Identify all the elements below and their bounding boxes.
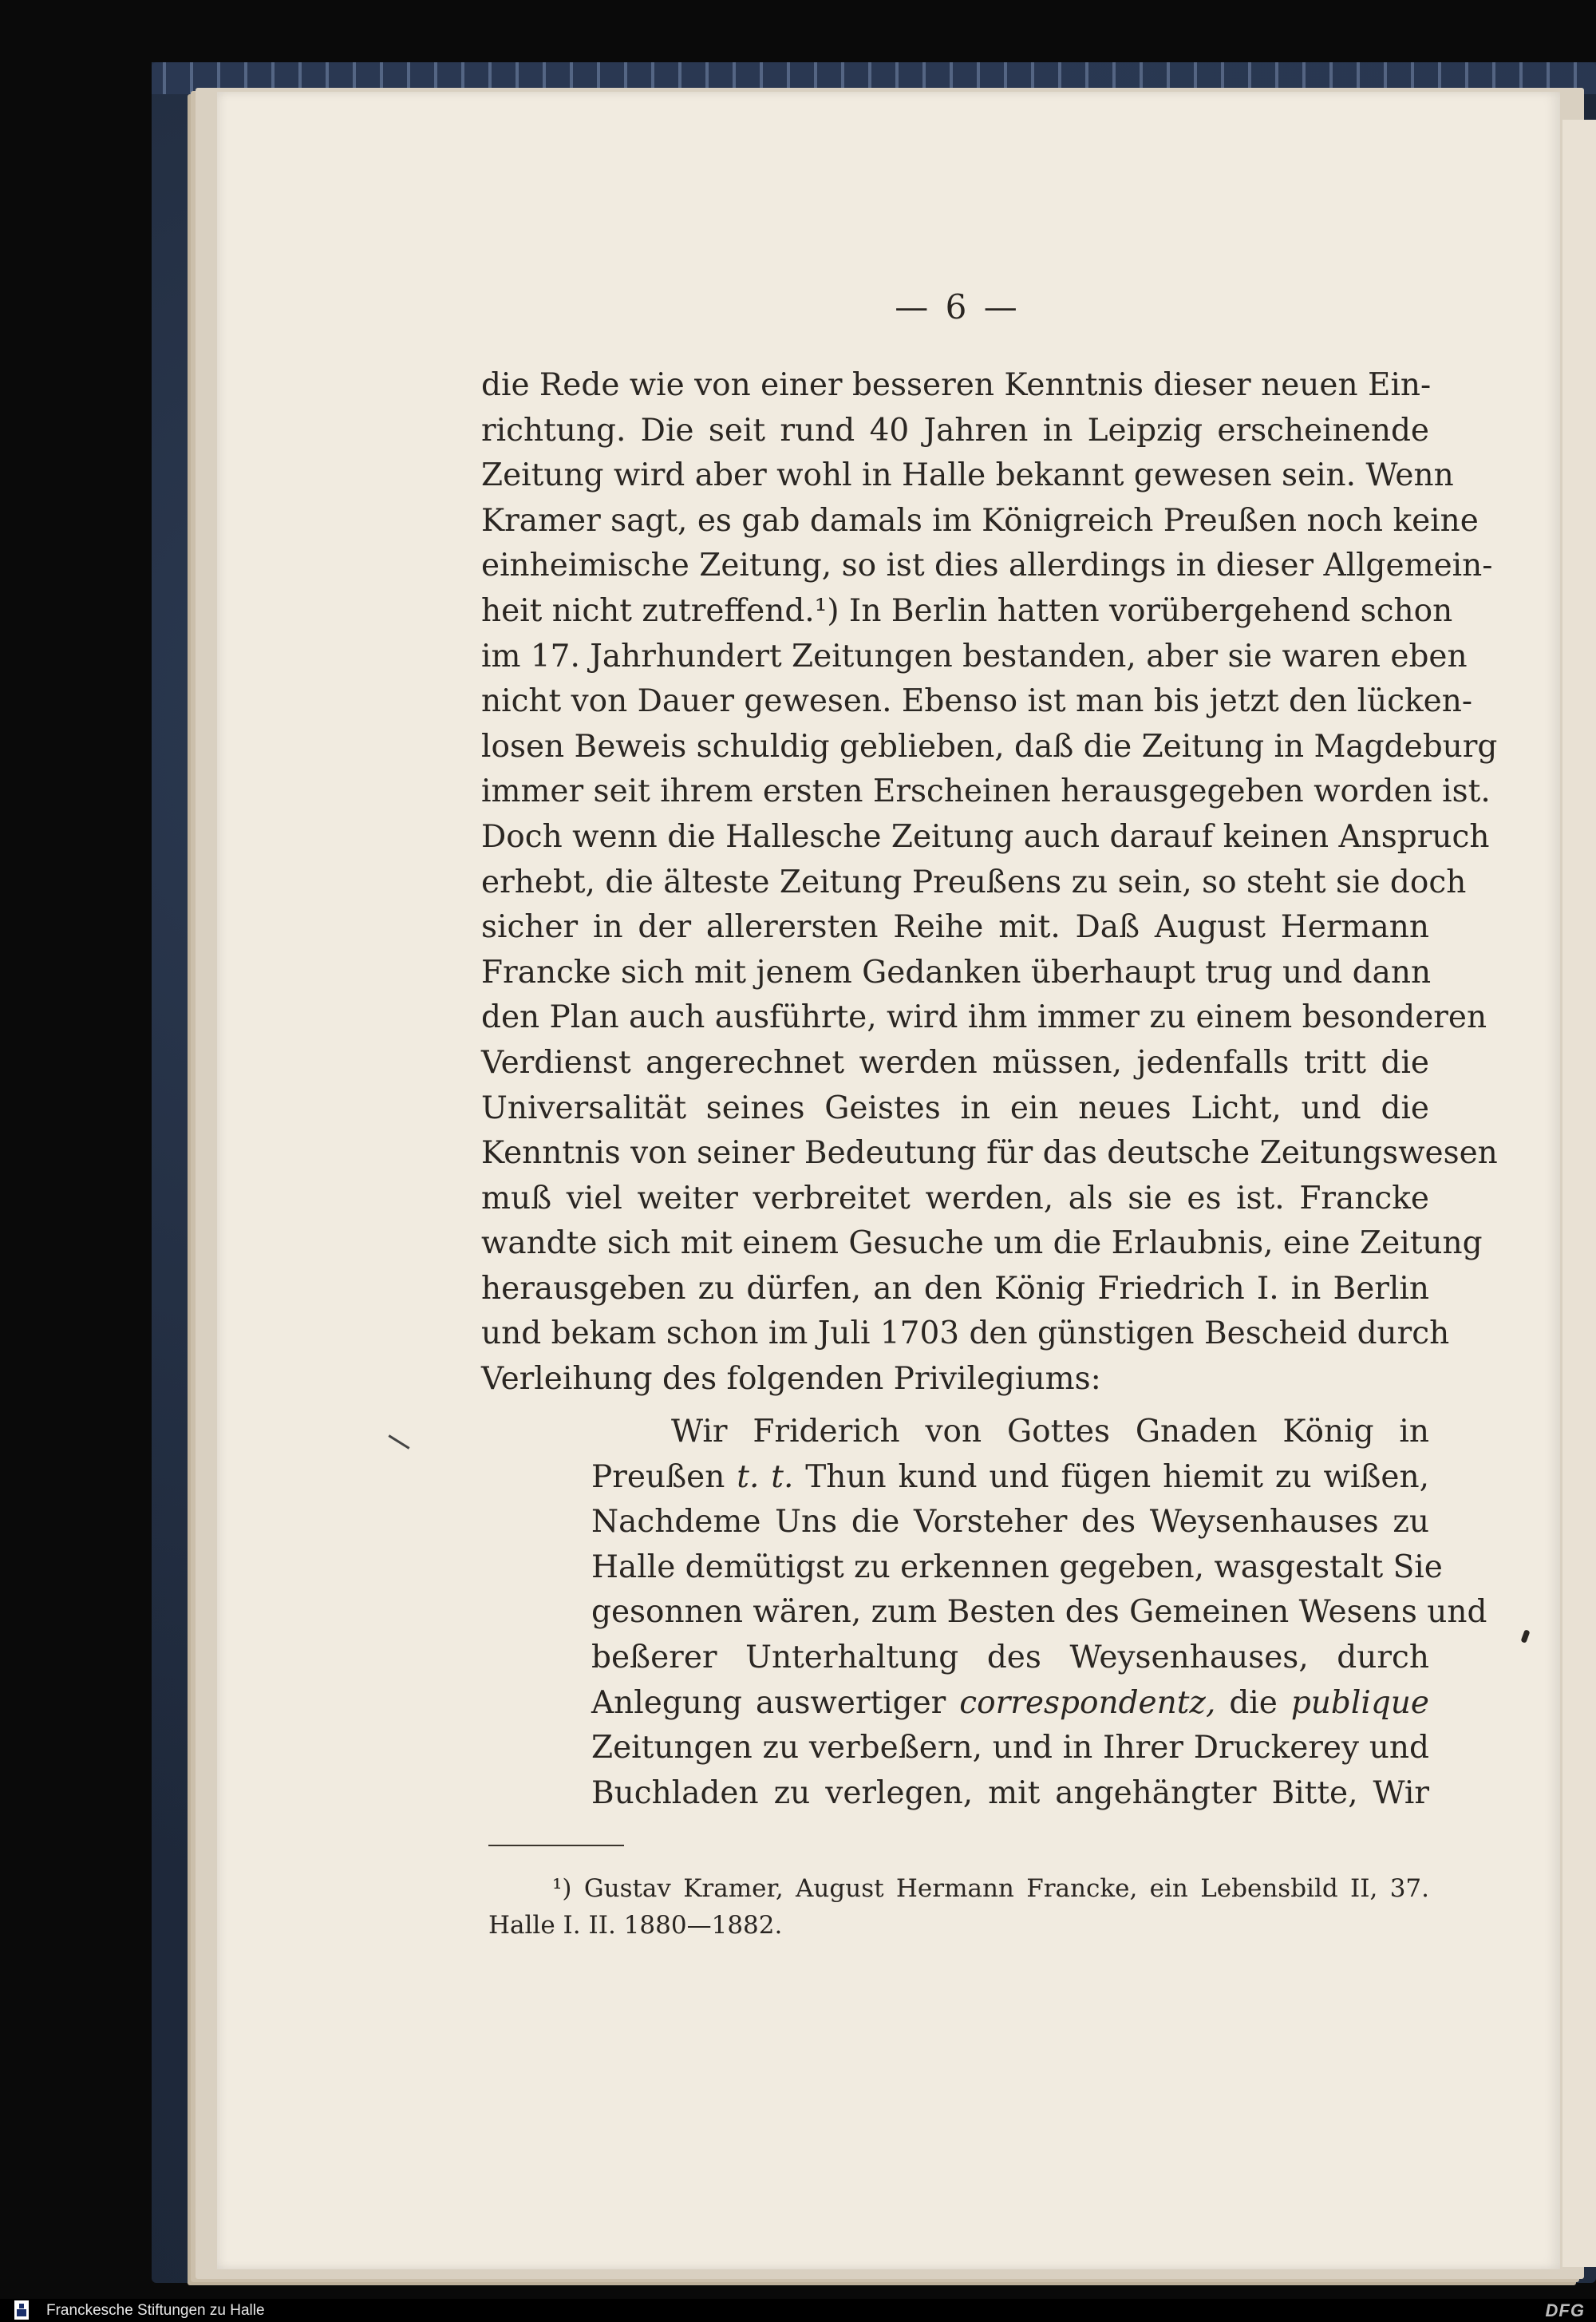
footnote-line: ¹) Gustav Kramer, August Hermann Francke, ein Lebensbild II, 37. <box>552 1874 1429 1903</box>
institution-logo-icon <box>14 2300 29 2320</box>
body-line: und bekam schon im Juli 1703 den günstigen Bescheid durch <box>481 1315 1450 1352</box>
body-line: Doch wenn die Hallesche Zeitung auch darauf keinen Anspruch <box>481 818 1490 855</box>
body-line: Verdienst angerechnet werden müssen, jedenfalls tritt die <box>481 1044 1429 1081</box>
footnote <box>488 1870 1429 1944</box>
quote-line: Buchladen zu verlegen, mit angehängter Bitte, Wir <box>591 1774 1429 1811</box>
quote-italic: correspondentz, <box>959 1684 1216 1721</box>
quote-text: Thun kund und fügen hiemit zu wißen, <box>793 1458 1429 1495</box>
body-line: Zeitung wird aber wohl in Halle bekannt gewesen sein. Wenn <box>481 457 1454 494</box>
body-line: Francke sich mit jenem Gedanken überhaupt trug und dann <box>481 954 1432 991</box>
body-line: Kenntnis von seiner Bedeutung für das deutsche Zeitungswesen <box>481 1135 1498 1172</box>
quote-text: Anlegung auswertiger <box>591 1684 960 1721</box>
body-line: einheimische Zeitung, so ist dies allerdings in dieser Allgemein- <box>481 548 1493 584</box>
body-line: im 17. Jahrhundert Zeitungen bestanden, aber sie waren eben <box>481 638 1468 674</box>
body-line: Verleihung des folgenden Privilegiums: <box>481 1361 1101 1398</box>
body-line: die Rede wie von einer besseren Kenntnis dieser neuen Ein- <box>481 367 1432 403</box>
body-line: wandte sich mit einem Gesuche um die Erlaubnis, eine Zeitung <box>481 1225 1483 1262</box>
page-number: — 6 — <box>895 287 1021 326</box>
quote-line: gesonnen wären, zum Besten des Gemeinen Wesens und <box>591 1594 1487 1631</box>
footnote-line: Halle I. II. 1880—1882. <box>488 1911 783 1940</box>
body-line: erhebt, die älteste Zeitung Preußens zu sein, so steht sie doch <box>481 864 1467 900</box>
body-line: Universalität seines Geistes in ein neues Licht, und die <box>481 1090 1429 1126</box>
body-line: sicher in der allerersten Reihe mit. Daß August Hermann <box>481 909 1429 946</box>
quote-line: Halle demütigst zu erkennen gegeben, wasgestalt Sie <box>591 1549 1443 1585</box>
body-line: Kramer sagt, es gab damals im Königreich Preußen noch keine <box>481 502 1479 539</box>
body-line: herausgeben zu dürfen, an den König Friedrich I. in Berlin <box>481 1270 1429 1307</box>
body-line: den Plan auch ausführte, wird ihm immer zu einem besonderen <box>481 999 1487 1036</box>
body-line: muß viel weiter verbreitet werden, als sie es ist. Francke <box>481 1180 1429 1216</box>
body-line: nicht von Dauer gewesen. Ebenso ist man bis jetzt den lücken- <box>481 683 1473 720</box>
privilege-quote <box>591 1410 1487 1816</box>
quote-italic: t. t. <box>737 1458 794 1495</box>
quote-text: Preußen <box>591 1458 737 1495</box>
body-line: richtung. Die seit rund 40 Jahren in Leipzig erscheinende <box>481 412 1429 449</box>
quote-line: beßerer Unterhaltung des Weysenhauses, durch <box>591 1639 1429 1675</box>
next-page-edge <box>1562 120 1596 2267</box>
quote-text: die <box>1215 1684 1291 1721</box>
body-line: heit nicht zutreffend.¹) In Berlin hatten vorübergehend schon <box>481 592 1453 629</box>
quote-italic: publique <box>1290 1684 1429 1721</box>
quote-line: Nachdeme Uns die Vorsteher des Weysenhauses zu <box>591 1504 1429 1541</box>
body-text <box>481 363 1498 1402</box>
quote-line <box>591 1455 1429 1501</box>
quote-line: Wir Friderich von Gottes Gnaden König in <box>671 1414 1429 1450</box>
dfg-logo: DFG <box>1545 2300 1585 2320</box>
quote-line: Zeitungen zu verbeßern, und in Ihrer Druckerey und <box>591 1730 1429 1766</box>
institution-name: Franckesche Stiftungen zu Halle <box>46 2302 265 2319</box>
body-line: losen Beweis schuldig geblieben, daß die Zeitung in Magdeburg <box>481 728 1498 765</box>
quote-line <box>591 1681 1429 1727</box>
body-line: immer seit ihrem ersten Erscheinen herausgegeben worden ist. <box>481 773 1491 810</box>
footnote-rule <box>488 1845 624 1846</box>
